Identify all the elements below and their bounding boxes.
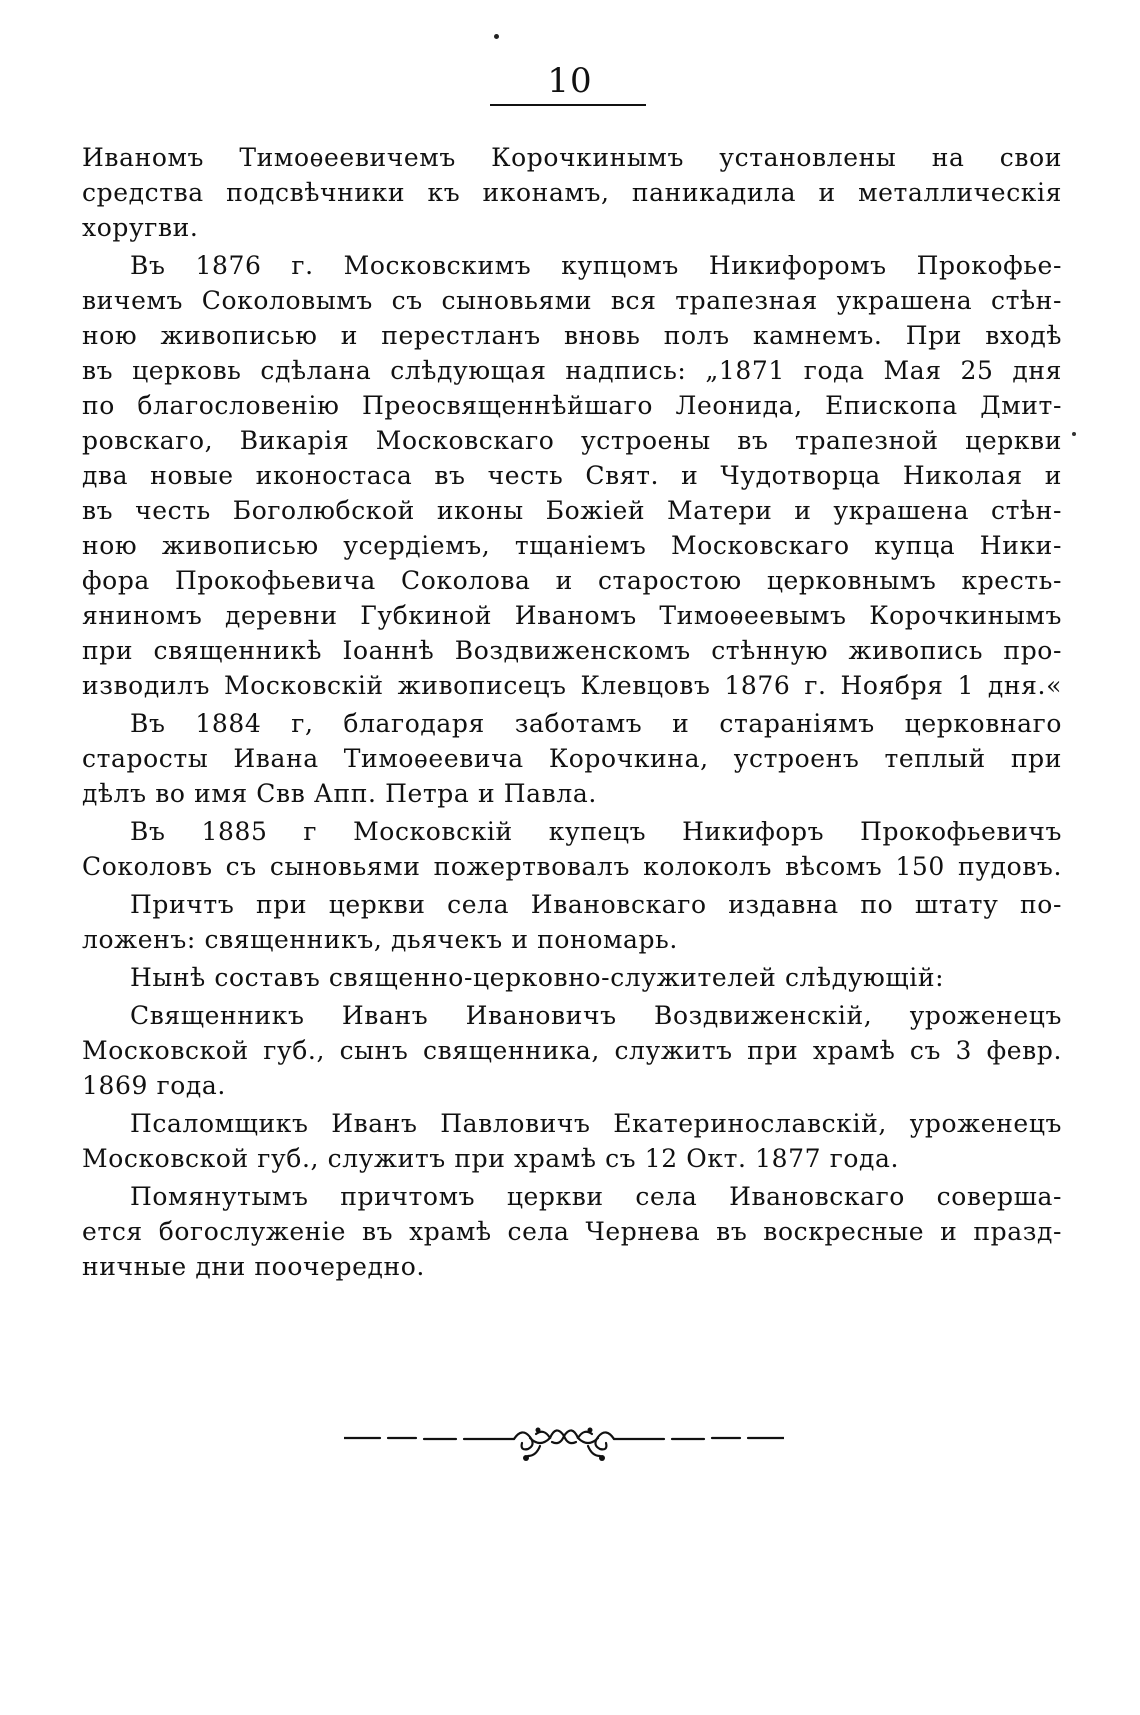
text-line: Въ 1885 г Московскій купецъ Никифоръ Прокофьевичъ (130, 817, 1062, 846)
text-line: при священникѣ Іоаннѣ Воздвиженскомъ стѣнную живопись про- (82, 636, 1062, 665)
text-line: Псаломщикъ Иванъ Павловичъ Екатеринославскій, уроженецъ (130, 1109, 1062, 1138)
text-line: ложенъ: священникъ, дьячекъ и пономарь. (82, 925, 678, 954)
text-line: Причтъ при церкви села Ивановскаго издавна по штату по- (130, 890, 1062, 919)
text-line: старосты Ивана Тимоѳеевича Корочкина, устроенъ теплый при (82, 744, 1062, 773)
text-line: Въ 1876 г. Московскимъ купцомъ Никифоромъ Прокофье- (130, 251, 1062, 280)
text-line: дѣлъ во имя Свв Апп. Петра и Павла. (82, 779, 597, 808)
text-line: Нынѣ составъ священно-церковно-служителей слѣдующій: (130, 963, 945, 992)
text-line: ною живописью и перестланъ вновь полъ камнемъ. При входѣ (82, 321, 1062, 350)
text-line: хоругви. (82, 213, 199, 242)
text-line: фора Прокофьевича Соколова и старостою церковнымъ кресть- (82, 566, 1062, 595)
end-ornament (344, 1408, 784, 1478)
print-speck (494, 34, 499, 39)
text-line: Въ 1884 г, благодаря заботамъ и стараніямъ церковнаго (130, 709, 1062, 738)
text-line: Московской губ., сынъ священника, служитъ при храмѣ съ 3 февр. (82, 1036, 1062, 1065)
text-line: ровскаго, Викарія Московскаго устроены въ трапезной церкви (82, 426, 1062, 455)
margin-mark (1072, 432, 1076, 436)
text-line: средства подсвѣчники къ иконамъ, паникадила и металлическія (82, 178, 1062, 207)
text-line: Иваномъ Тимоѳеевичемъ Корочкинымъ установлены на свои (82, 143, 1062, 172)
text-line: Московской губ., служитъ при храмѣ съ 12 Окт. 1877 года. (82, 1144, 900, 1173)
text-line: яниномъ деревни Губкиной Иваномъ Тимоѳеевымъ Корочкинымъ (82, 601, 1062, 630)
text-line: Соколовъ съ сыновьями пожертвовалъ колоколъ вѣсомъ 150 пудовъ. (82, 852, 1062, 881)
text-line: ною живописью усердіемъ, тщаніемъ Московскаго купца Ники- (82, 531, 1062, 560)
page-number-rule (490, 104, 646, 106)
text-line: два новые иконостаса въ честь Свят. и Чудотворца Николая и (82, 461, 1062, 490)
text-line: вичемъ Соколовымъ съ сыновьями вся трапезная украшена стѣн- (82, 286, 1062, 315)
text-line: ется богослуженіе въ храмѣ села Чернева въ воскресные и празд- (82, 1217, 1062, 1246)
text-line: Священникъ Иванъ Ивановичъ Воздвиженскій, уроженецъ (130, 1001, 1062, 1030)
body-text (82, 140, 1062, 1284)
text-line: по благословенію Преосвященнѣйшаго Леонида, Епископа Дмит- (82, 391, 1062, 420)
text-line: въ церковь сдѣлана слѣдующая надпись: „1871 года Мая 25 дня (82, 356, 1062, 385)
text-line: изводилъ Московскій живописецъ Клевцовъ 1876 г. Ноября 1 дня.« (82, 671, 1062, 700)
text-line: Помянутымъ причтомъ церкви села Ивановскаго соверша- (130, 1182, 1062, 1211)
text-line: 1869 года. (82, 1071, 226, 1100)
page-number: 10 (547, 61, 593, 101)
text-line: ничные дни поочередно. (82, 1252, 425, 1281)
text-line: въ честь Боголюбской иконы Божіей Матери и украшена стѣн- (82, 496, 1062, 525)
